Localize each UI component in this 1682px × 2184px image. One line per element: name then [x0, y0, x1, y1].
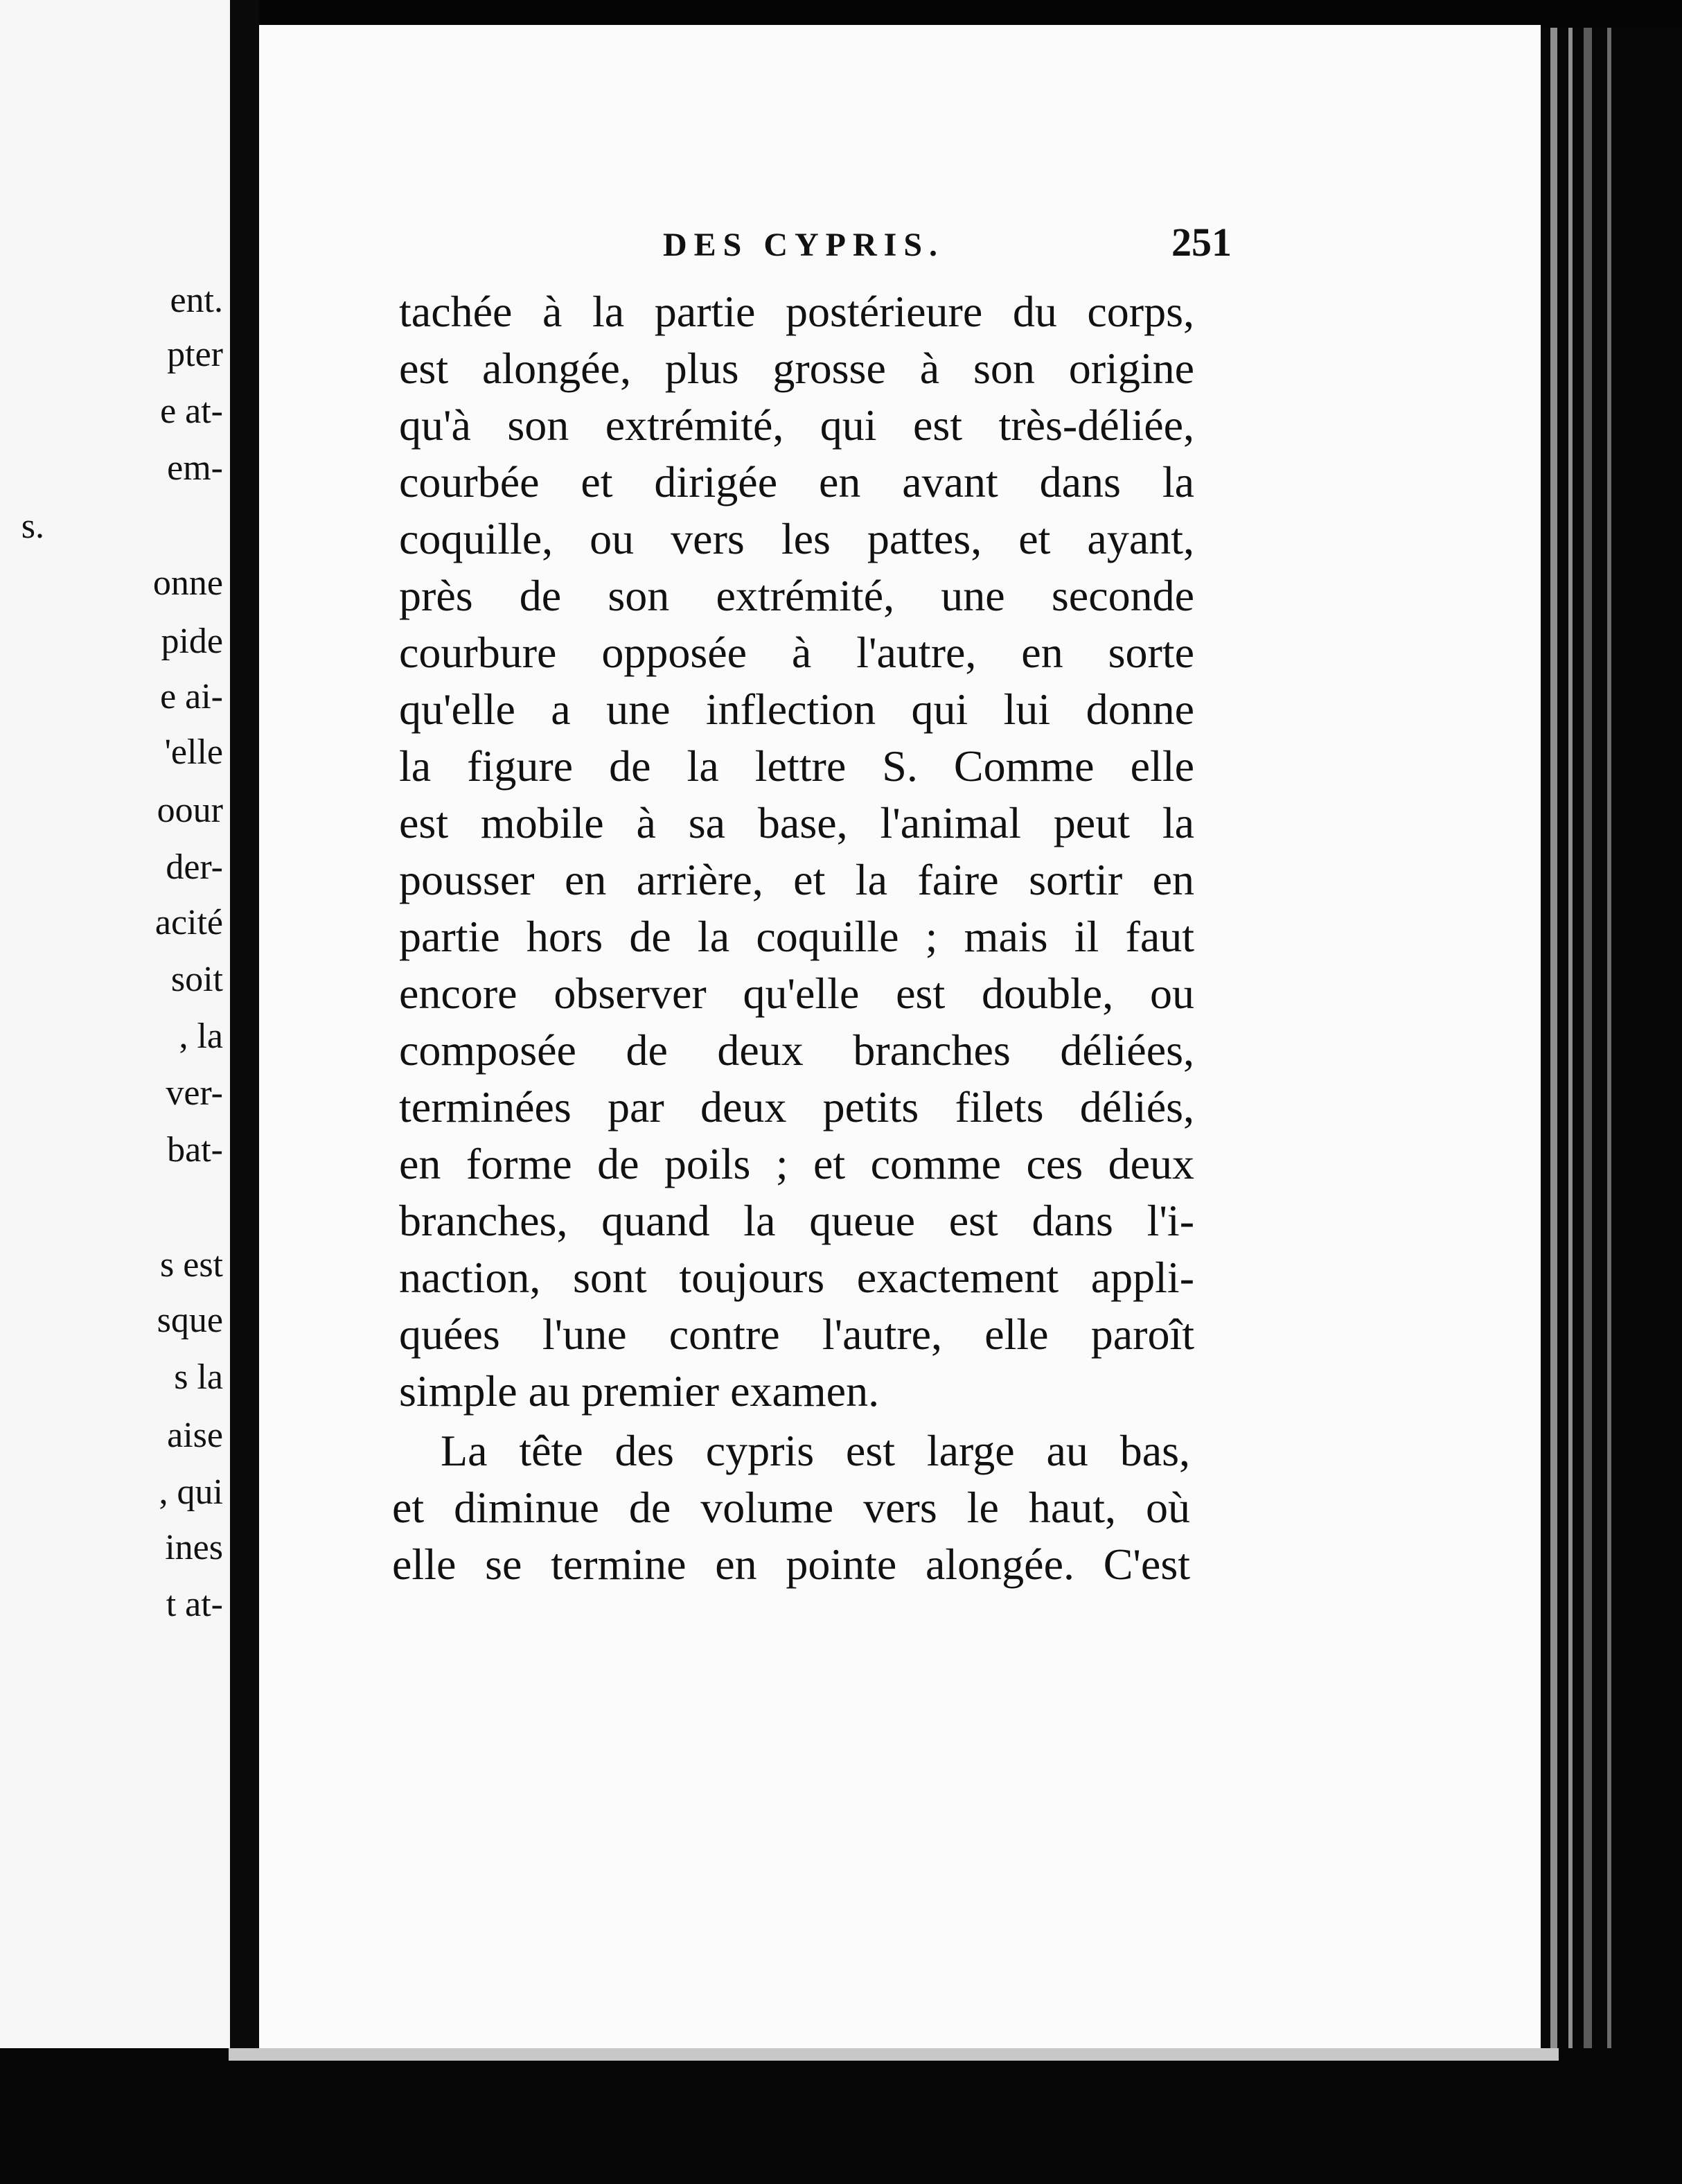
left-line-fragment: aise — [167, 1416, 223, 1455]
page-edge-stripe — [1607, 28, 1611, 2184]
left-line-fragment: sque — [157, 1301, 223, 1340]
text-line: en forme de poils ; et comme ces deux — [399, 1139, 1194, 1188]
text-line: est mobile à sa base, l'animal peut la — [399, 798, 1194, 847]
text-line: terminées par deux petits filets déliés, — [399, 1082, 1194, 1131]
left-line-fragment: onne — [152, 563, 223, 603]
left-line-fragment: , la — [179, 1016, 223, 1056]
text-line: naction, sont toujours exactement appli- — [399, 1253, 1194, 1302]
running-head: DES CYPRIS. — [662, 227, 945, 263]
left-line-fragment: pide — [161, 622, 223, 661]
text-line: tachée à la partie postérieure du corps, — [399, 287, 1194, 336]
left-line-fragment: , qui — [159, 1472, 223, 1512]
text-line: quées l'une contre l'autre, elle paroît — [399, 1310, 1194, 1359]
text-line: encore observer qu'elle est double, ou — [399, 969, 1194, 1018]
left-line-fragment: ines — [165, 1528, 223, 1567]
left-line-fragment: oour — [157, 791, 223, 830]
page-bottom-edge — [229, 2048, 1559, 2061]
text-line: La tête des cypris est large au bas, — [441, 1426, 1190, 1475]
text-line: et diminue de volume vers le haut, où — [392, 1483, 1190, 1532]
text-line: qu'à son extrémité, qui est très-déliée, — [399, 400, 1194, 450]
bottom-shadow — [0, 2048, 1682, 2184]
previous-page-fragment — [0, 0, 230, 2079]
text-line: simple au premier examen. — [399, 1366, 880, 1416]
text-line: près de son extrémité, une seconde — [399, 571, 1194, 620]
text-line: est alongée, plus grosse à son origine — [399, 344, 1194, 393]
left-line-fragment: acité — [154, 903, 223, 942]
text-line: courbée et dirigée en avant dans la — [399, 457, 1194, 507]
text-line: branches, quand la queue est dans l'i- — [399, 1196, 1194, 1245]
page-edge-shadow — [1541, 28, 1682, 2184]
page-edge-stripe — [1568, 28, 1573, 2184]
left-line-fragment: s la — [174, 1357, 223, 1397]
left-line-fragment: s est — [160, 1245, 223, 1285]
gutter-shadow — [230, 0, 259, 2184]
left-line-fragment: em- — [167, 448, 223, 488]
left-line-fragment: pter — [167, 335, 223, 374]
left-line-fragment: s. — [21, 507, 44, 546]
page-number: 251 — [1171, 220, 1232, 265]
left-line-fragment: der- — [166, 847, 223, 887]
left-line-fragment: ver- — [166, 1073, 223, 1113]
text-line: qu'elle a une inflection qui lui donne — [399, 685, 1194, 734]
left-line-fragment: bat- — [167, 1130, 223, 1170]
text-line: coquille, ou vers les pattes, et ayant, — [399, 514, 1194, 563]
text-line: composée de deux branches déliées, — [399, 1025, 1194, 1075]
left-line-fragment: soit — [170, 960, 223, 999]
left-line-fragment: ent. — [170, 281, 223, 320]
left-line-fragment: e ai- — [160, 677, 223, 716]
text-line: la figure de la lettre S. Comme elle — [399, 741, 1194, 791]
page-edge-stripe — [1550, 28, 1557, 2184]
left-line-fragment: e at- — [160, 391, 223, 431]
text-line: partie hors de la coquille ; mais il faut — [399, 912, 1194, 961]
text-line: courbure opposée à l'autre, en sorte — [399, 628, 1194, 677]
text-line: elle se termine en pointe alongée. C'est — [392, 1540, 1190, 1589]
text-line: pousser en arrière, et la faire sortir en — [399, 855, 1194, 904]
left-line-fragment: t at- — [166, 1585, 223, 1624]
page-edge-stripe — [1584, 28, 1592, 2184]
left-line-fragment: 'elle — [164, 732, 223, 772]
